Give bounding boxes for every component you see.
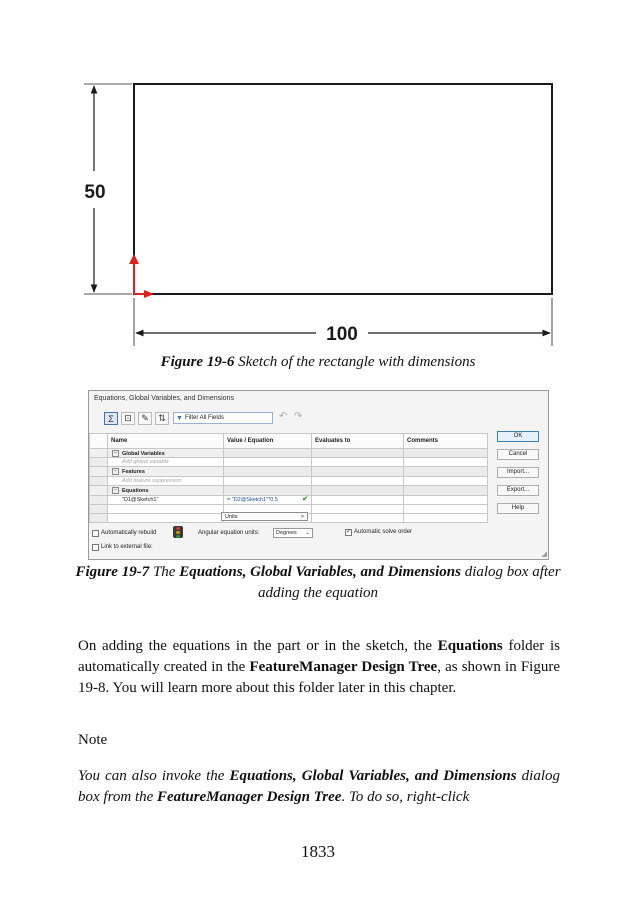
body-paragraph: On adding the equations in the part or in the sketch, the Equations folder is automatically created in the FeatureManager Design Tree, as shown in Figure 19-8. You will learn more about this folder later in this chapter. [78,638,560,696]
cancel-button[interactable]: Cancel [497,449,539,460]
add-feature-suppression-hint[interactable]: Add feature suppression [108,477,224,486]
caption-text: Sketch of the rectangle with dimensions [234,354,476,370]
equations-dialog [88,390,549,560]
section-equations[interactable] [90,486,488,496]
figure-19-7-caption [60,562,576,604]
rebuild-traffic-light-icon[interactable] [173,526,183,538]
note-paragraph: You can also invoke the Equations, Global Variables, and Dimensions dialog box from the FeatureManager Design Tree. To do so, right-click [78,768,561,805]
ok-button[interactable]: OK [497,431,539,442]
section-global-variables[interactable] [90,448,488,458]
auto-solve-label: Automatic solve order [354,529,413,535]
filter-input[interactable] [173,412,273,424]
caption-label: Figure 19-6 [160,354,235,370]
units-dropdown[interactable] [221,512,308,521]
caption-text: The [149,564,180,580]
column-header-evaluates[interactable]: Evaluates to [312,434,404,449]
rectangle-sketch [78,76,558,351]
export-button[interactable]: Export... [497,485,539,496]
figure-19-6-caption [60,352,576,373]
collapse-icon[interactable]: − [112,468,119,475]
equations-table [89,433,488,523]
collapse-icon[interactable]: − [112,487,119,494]
section-label: Global Variables [122,450,165,457]
collapse-icon[interactable]: − [112,450,119,457]
caption-text: dialog box after adding the equation [258,564,561,601]
featuremanager-term: FeatureManager Design Tree [249,659,438,675]
chevron-right-icon: > [300,514,304,520]
table-header-row [90,434,488,449]
import-button[interactable]: Import... [497,467,539,478]
table-row[interactable] [90,495,488,504]
auto-solve-checkbox[interactable]: ✓ [346,529,352,535]
equation-view-button[interactable] [104,412,118,425]
filter-icon: ▼ [176,415,183,422]
undo-icon[interactable]: ↶ [279,411,288,422]
angular-units-label: Angular equation units: [198,530,260,536]
dimension-50[interactable]: 50 [84,182,106,203]
column-header-name[interactable]: Name [108,434,224,449]
resize-grip-icon[interactable]: ◢ [541,551,547,558]
sort-icon: ⇅ [158,413,166,423]
caption-dialog-name: Equations, Global Variables, and Dimensions [179,564,461,580]
column-header-value[interactable]: Value / Equation [224,434,312,449]
equation-name-cell[interactable]: "D1@Sketch1" [108,495,224,504]
auto-rebuild-checkbox[interactable] [92,530,99,537]
dialog-name-term: Equations, Global Variables, and Dimensions [229,768,517,784]
section-features[interactable] [90,467,488,477]
sigma-icon: Σ [108,413,114,424]
column-header-comments[interactable]: Comments [404,434,488,449]
section-label: Features [122,469,145,476]
dialog-title: Equations, Global Variables, and Dimensions [94,395,234,402]
equation-text: = "D2@Sketch1"*0.5 [227,496,278,503]
rectangle [134,84,552,294]
caption-label: Figure 19-7 [75,564,150,580]
sketch-icon: ⊡ [124,413,132,423]
angular-units-select[interactable] [273,528,313,538]
featuremanager-term: FeatureManager Design Tree [157,789,342,805]
check-icon[interactable]: ✔ [302,495,308,503]
table-row[interactable] [90,458,488,467]
ordered-view-button[interactable] [155,412,169,425]
auto-rebuild-label: Automatically rebuild [101,530,157,536]
chevron-down-icon: ⌄ [305,530,310,536]
link-external-checkbox[interactable] [92,544,99,551]
origin-x-arrowhead [144,290,154,298]
units-label: Units [225,514,238,520]
redo-icon[interactable]: ↷ [294,411,303,422]
sketch-equation-view-button[interactable] [121,412,135,425]
dimension-view-button[interactable] [138,412,152,425]
help-button[interactable]: Help [497,503,539,514]
link-external-label: Link to external file: [101,544,153,550]
equations-term: Equations [437,638,503,654]
note-heading: Note [78,732,108,748]
dimension-icon: ✎ [141,413,149,423]
page-number: 1833 [301,842,335,861]
dimension-100[interactable]: 100 [326,324,358,345]
section-label: Equations [122,487,149,494]
angular-units-value: Degrees [276,530,297,536]
origin-y-arrowhead [129,254,139,264]
equation-value-cell[interactable] [224,495,312,504]
filter-placeholder: Filter All Fields [185,415,225,421]
add-global-variable-hint[interactable]: Add global variable [108,458,224,467]
table-row[interactable] [90,477,488,486]
